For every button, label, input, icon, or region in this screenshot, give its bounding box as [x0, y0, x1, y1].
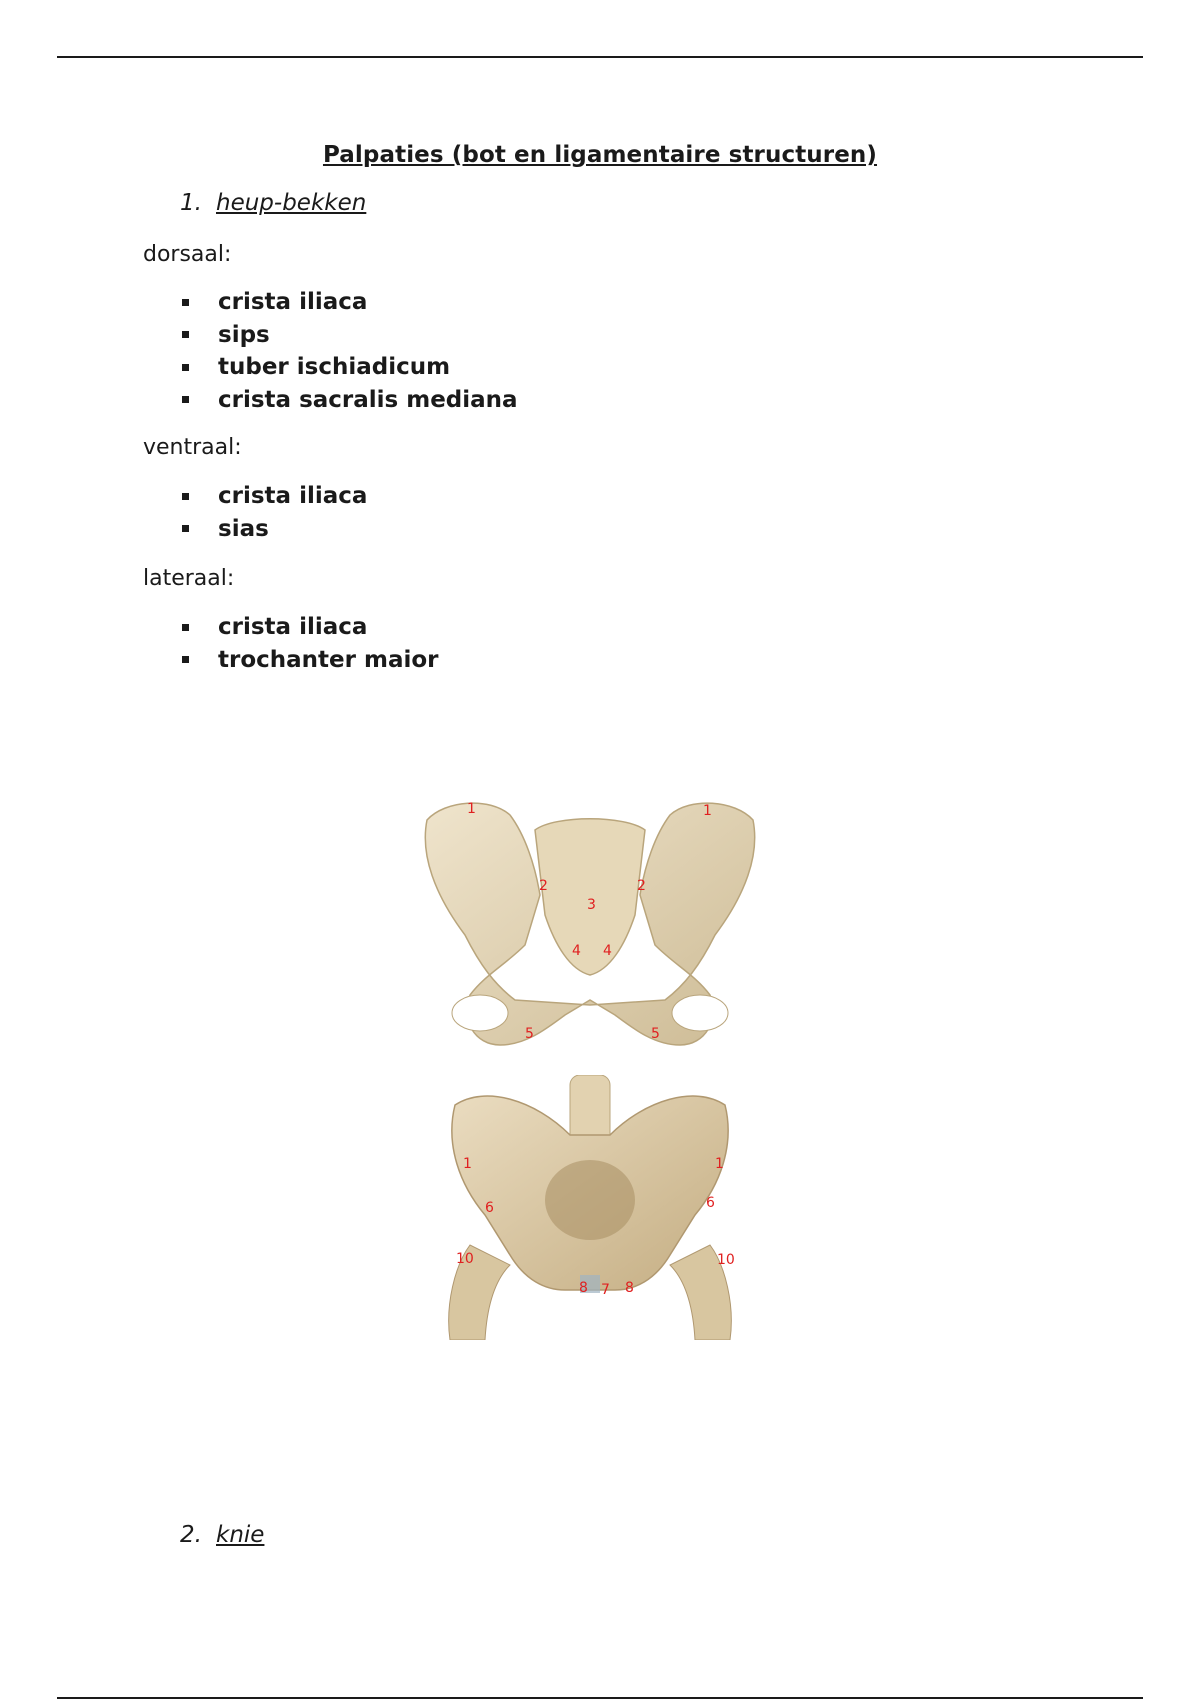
obturator-left-shape: [452, 995, 508, 1031]
section-number: 1.: [180, 190, 202, 216]
list-item: crista iliaca: [180, 286, 518, 319]
section-title: heup-bekken: [216, 190, 367, 216]
bullet-icon: [182, 493, 189, 500]
bullet-icon: [182, 624, 189, 631]
bullet-icon: [182, 525, 189, 532]
list-item: crista sacralis mediana: [180, 384, 518, 417]
figure-label: 10: [456, 1251, 474, 1267]
bullet-icon: [182, 299, 189, 306]
figure-label: 5: [525, 1026, 534, 1042]
page-title: Palpaties (bot en ligamentaire structuren): [322, 142, 878, 168]
header-rule: [57, 56, 1143, 58]
list-item: crista iliaca: [180, 611, 439, 644]
bullet-icon: [182, 656, 189, 663]
figure-label: 8: [579, 1280, 588, 1296]
bullet-icon: [182, 364, 189, 371]
footer-rule: [57, 1697, 1143, 1699]
figure-label: 6: [706, 1195, 715, 1211]
group-label-dorsaal: dorsaal:: [143, 242, 232, 267]
list-ventraal: [180, 480, 367, 545]
list-item: sias: [180, 513, 367, 546]
figure-label: 2: [539, 878, 548, 894]
section-number: 2.: [180, 1522, 202, 1548]
bullet-icon: [182, 331, 189, 338]
figure-label: 8: [625, 1280, 634, 1296]
figure-label: 1: [463, 1156, 472, 1172]
figure-label: 3: [587, 897, 596, 913]
list-dorsaal: [180, 286, 518, 416]
section-heading-heup-bekken: [180, 190, 366, 216]
list-item: crista iliaca: [180, 480, 367, 513]
figure-label: 6: [485, 1200, 494, 1216]
list-lateraal: [180, 611, 439, 676]
section-title: knie: [216, 1522, 265, 1548]
figure-label: 5: [651, 1026, 660, 1042]
pelvis-posterior-illustration: [415, 795, 770, 1060]
figure-label: 4: [603, 943, 612, 959]
figure-label: 2: [637, 878, 646, 894]
bullet-icon: [182, 396, 189, 403]
obturator-right-shape: [672, 995, 728, 1031]
group-label-lateraal: lateraal:: [143, 566, 235, 591]
figure-label: 7: [601, 1282, 610, 1298]
section-heading-knie: [180, 1522, 264, 1548]
list-item: trochanter maior: [180, 644, 439, 677]
figure-label: 10: [717, 1252, 735, 1268]
group-label-ventraal: ventraal:: [143, 435, 242, 460]
figure-label: 1: [715, 1156, 724, 1172]
list-item: tuber ischiadicum: [180, 351, 518, 384]
figure-label: 4: [572, 943, 581, 959]
pelvis-anterior-illustration: [415, 1075, 770, 1340]
figure-label: 1: [467, 801, 476, 817]
figure-label: 1: [703, 803, 712, 819]
sacrum-shape: [545, 1160, 635, 1240]
list-item: sips: [180, 319, 518, 352]
